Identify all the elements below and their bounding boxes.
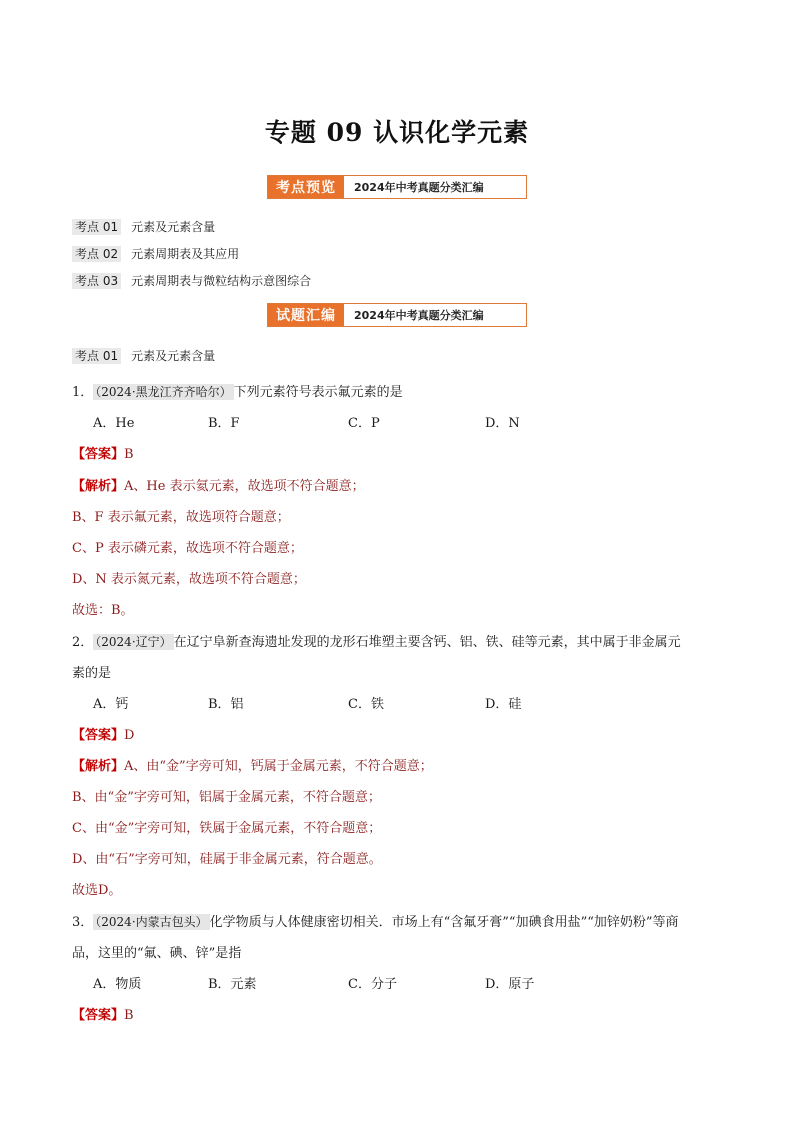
question-2-analysis-3: C、由“金”字旁可知，铁属于金属元素，不符合题意； [72, 821, 382, 836]
answer-value: B [124, 447, 134, 462]
question-source: （2024·内蒙古包头） [95, 915, 208, 929]
preview-banner-subtitle: 2024年中考真题分类汇编 [354, 181, 484, 194]
topic-code: 考点 02 [72, 246, 121, 262]
question-2-analysis-1 [72, 755, 433, 774]
question-1-analysis-2: B、F 表示氟元素，故选项符合题意； [72, 510, 290, 525]
question-2 [72, 631, 681, 650]
question-1-answer [72, 443, 134, 462]
answer-value: D [124, 728, 135, 743]
question-2-analysis-2: B、由“金”字旁可知，铝属于金属元素，不符合题意； [72, 790, 381, 805]
question-source: （2024·黑龙江齐齐哈尔） [95, 385, 232, 399]
section-heading [72, 347, 215, 364]
topic-code: 考点 03 [72, 273, 121, 289]
section-name: 元素及元素含量 [131, 349, 216, 363]
question-number: 2． [72, 635, 94, 650]
answer-label: 【答案】 [72, 447, 125, 462]
topic-item-3 [72, 272, 311, 289]
topic-item-1 [72, 218, 215, 235]
question-3-answer [72, 1004, 134, 1023]
question-1 [72, 381, 403, 400]
question-1-analysis-3: C、P 表示磷元素，故选项不符合题意； [72, 541, 303, 556]
question-2-answer [72, 724, 134, 743]
question-3-stem-cont: 品，这里的“氟、碘、锌”是指 [72, 946, 242, 961]
analysis-label: 【解析】 [72, 479, 125, 494]
preview-banner [267, 175, 527, 199]
topic-name: 元素周期表及其应用 [131, 247, 240, 261]
compile-banner-tag: 试题汇编 [268, 304, 344, 326]
analysis-text: A、由“金”字旁可知，钙属于金属元素，不符合题意； [124, 759, 433, 774]
option-b: B．F [208, 416, 240, 431]
question-3 [72, 911, 679, 930]
option-a: A．物质 [93, 977, 142, 992]
option-b: B．铝 [208, 697, 244, 712]
analysis-text: A、He 表示氦元素，故选项不符合题意； [124, 479, 365, 494]
question-2-analysis-4: D、由“石”字旁可知，硅属于非金属元素，符合题意。 [72, 852, 382, 867]
question-stem: 在辽宁阜新查海遗址发现的龙形石堆塑主要含钙、铝、铁、硅等元素，其中属于非金属元 [173, 635, 681, 650]
question-number: 3． [72, 915, 94, 930]
question-number: 1． [72, 385, 94, 400]
preview-banner-tag: 考点预览 [268, 176, 344, 198]
question-1-analysis-5: 故选：B。 [72, 603, 134, 618]
topic-item-2 [72, 245, 239, 262]
topic-code: 考点 01 [72, 219, 121, 235]
option-a: A．钙 [93, 697, 129, 712]
topic-name: 元素周期表与微粒结构示意图综合 [131, 274, 312, 288]
question-stem: 化学物质与人体健康密切相关．市场上有“含氟牙膏”“加碘食用盐”“加锌奶粉”等商 [209, 915, 679, 930]
question-stem: 下列元素符号表示氟元素的是 [233, 385, 403, 400]
question-1-analysis-4: D、N 表示氮元素，故选项不符合题意； [72, 572, 306, 587]
answer-label: 【答案】 [72, 1008, 125, 1023]
option-c: C．分子 [348, 977, 397, 992]
option-b: B．元素 [208, 977, 257, 992]
section-code: 考点 01 [72, 348, 121, 364]
option-d: D．原子 [485, 977, 535, 992]
compile-banner [267, 303, 527, 327]
option-c: C．P [348, 416, 380, 431]
page-title: 专题 09 认识化学元素 [264, 118, 530, 147]
question-1-analysis-1 [72, 475, 365, 494]
answer-value: B [124, 1008, 134, 1023]
analysis-label: 【解析】 [72, 759, 125, 774]
option-a: A．He [93, 416, 135, 431]
topic-name: 元素及元素含量 [131, 220, 216, 234]
question-2-stem-cont: 素的是 [72, 666, 112, 681]
question-2-analysis-5: 故选D。 [72, 883, 122, 898]
option-d: D．硅 [485, 697, 522, 712]
answer-label: 【答案】 [72, 728, 125, 743]
compile-banner-subtitle: 2024年中考真题分类汇编 [354, 309, 484, 322]
option-d: D．N [485, 416, 520, 431]
option-c: C．铁 [348, 697, 384, 712]
question-source: （2024·辽宁） [95, 635, 172, 649]
